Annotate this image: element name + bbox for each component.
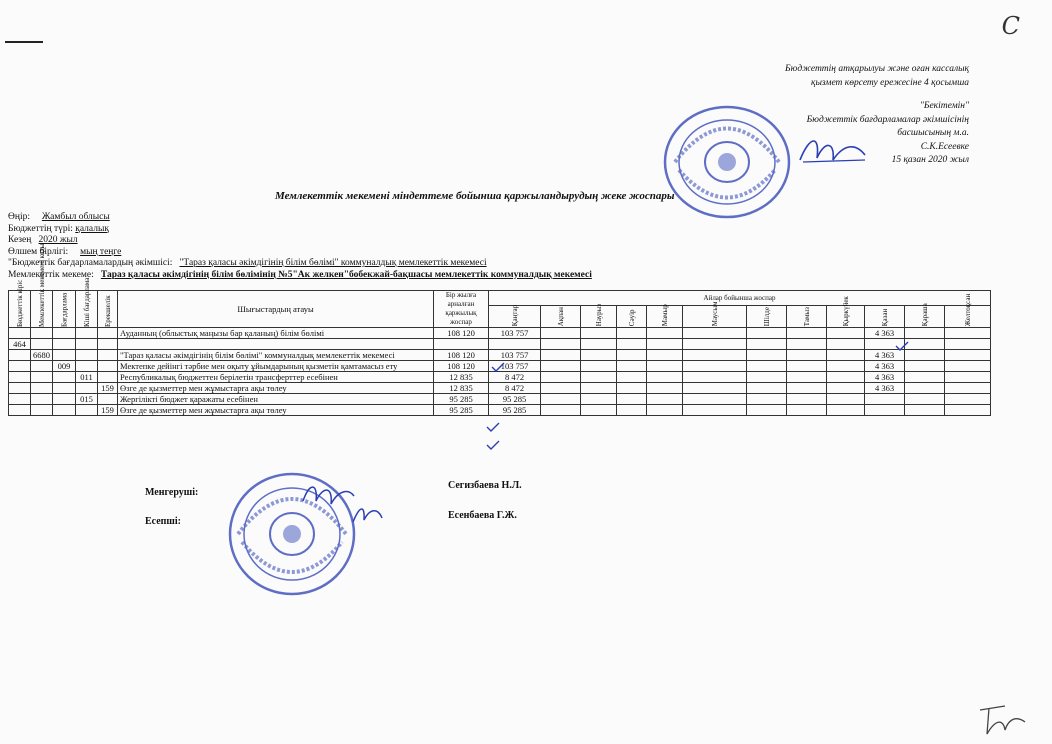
- month-value-cell: [489, 339, 541, 350]
- year-total-cell: 12 835: [434, 383, 489, 394]
- code-cell: [98, 361, 118, 372]
- approval-line2: қызмет көрсету ережесіне 4 қосымша: [811, 77, 969, 88]
- month-value-cell: [787, 372, 827, 383]
- budget-type-label: Бюджеттің түрі:: [8, 223, 73, 234]
- code-cell: 011: [76, 372, 98, 383]
- code-cell: [98, 328, 118, 339]
- table-row: [9, 372, 991, 383]
- month-value-cell: [827, 394, 865, 405]
- month-value-cell: [945, 350, 991, 361]
- head-signature: [298, 476, 358, 511]
- admin-label: "Бюджеттік бағдарламалардың әкімшісі:: [8, 258, 173, 268]
- code-cell: [53, 372, 76, 383]
- month-value-cell: 103 757: [489, 328, 541, 339]
- approval-line1: Бюджеттің атқарылуы және оған кассалық: [785, 64, 969, 74]
- head-name: Сегизбаева Н.Л.: [448, 480, 522, 491]
- month-value-cell: [945, 372, 991, 383]
- col-header-month: Маусым: [683, 305, 747, 327]
- code-cell: [31, 328, 53, 339]
- code-cell: 464: [9, 339, 31, 350]
- month-value-cell: 4 363: [865, 361, 905, 372]
- code-cell: [31, 339, 53, 350]
- month-value-cell: [647, 405, 683, 416]
- unit-label: Өлшем бірлігі:: [8, 246, 69, 257]
- year-total-cell: [434, 339, 489, 350]
- approval-role1: Бюджеттік бағдарламалар әкімшісінің: [806, 114, 969, 125]
- code-cell: [9, 405, 31, 416]
- month-value-cell: [905, 361, 945, 372]
- col-header-month: Желтоқсан: [945, 305, 991, 327]
- month-value-cell: 8 472: [489, 383, 541, 394]
- approval-name: С.К.Есеевке: [920, 141, 969, 152]
- col-header-month: Наурыз: [581, 305, 617, 327]
- budget-type-value: қалалық: [75, 223, 109, 234]
- month-value-cell: [617, 405, 647, 416]
- table-row: [9, 339, 991, 350]
- col-header-month: Қазан: [865, 305, 905, 327]
- accountant-label: Есепші:: [145, 516, 181, 527]
- corner-signature: [975, 700, 1030, 740]
- expense-name-cell: Ауданның (облыстық маңызы бар қаланың) білім бөлімі: [118, 328, 434, 339]
- month-value-cell: [865, 394, 905, 405]
- month-value-cell: [541, 383, 581, 394]
- code-cell: [9, 328, 31, 339]
- table-row: [9, 405, 991, 416]
- code-cell: [76, 328, 98, 339]
- month-value-cell: [541, 350, 581, 361]
- accountant-name: Есенбаева Г.Ж.: [448, 510, 517, 521]
- month-value-cell: [905, 328, 945, 339]
- code-cell: [98, 350, 118, 361]
- col-header-code: Бюджеттік кіріс: [9, 291, 31, 328]
- col-header-month: Қаңтар: [489, 305, 541, 327]
- month-value-cell: [581, 339, 617, 350]
- month-value-cell: [905, 383, 945, 394]
- month-value-cell: [581, 405, 617, 416]
- month-value-cell: [787, 328, 827, 339]
- col-header-month: Ақпан: [541, 305, 581, 327]
- month-value-cell: [945, 328, 991, 339]
- month-value-cell: [945, 405, 991, 416]
- code-cell: [9, 372, 31, 383]
- code-cell: [76, 361, 98, 372]
- month-value-cell: [541, 328, 581, 339]
- code-cell: [31, 394, 53, 405]
- month-value-cell: [905, 350, 945, 361]
- col-header-month: Қараша: [905, 305, 945, 327]
- month-value-cell: [581, 372, 617, 383]
- expense-name-cell: Жергілікті бюджет қаражаты есебінен: [118, 394, 434, 405]
- col-header-month: Қыркүйек: [827, 305, 865, 327]
- unit-value: мың теңге: [80, 246, 122, 257]
- code-cell: [9, 394, 31, 405]
- year-total-cell: 95 285: [434, 394, 489, 405]
- code-cell: [76, 339, 98, 350]
- month-value-cell: [683, 350, 747, 361]
- month-value-cell: [787, 394, 827, 405]
- month-value-cell: [683, 328, 747, 339]
- year-total-cell: 108 120: [434, 361, 489, 372]
- col-header-month: Сәуір: [617, 305, 647, 327]
- month-value-cell: [827, 383, 865, 394]
- month-value-cell: [747, 405, 787, 416]
- month-value-cell: [541, 405, 581, 416]
- code-cell: [53, 350, 76, 361]
- year-total-cell: 108 120: [434, 328, 489, 339]
- check-mark-icon: [486, 422, 500, 432]
- check-mark-icon: [491, 362, 505, 372]
- period-label: Кезең: [8, 235, 32, 245]
- col-header-month: Мамыр: [647, 305, 683, 327]
- region-value: Жамбыл облысы: [41, 212, 110, 222]
- month-value-cell: [581, 328, 617, 339]
- month-value-cell: [945, 361, 991, 372]
- month-value-cell: 4 363: [865, 383, 905, 394]
- month-value-cell: [617, 350, 647, 361]
- code-cell: [9, 350, 31, 361]
- month-value-cell: [581, 383, 617, 394]
- month-value-cell: [683, 394, 747, 405]
- col-header-year: Бір жылға арналған қаржылық жоспар: [434, 291, 489, 328]
- month-value-cell: [647, 394, 683, 405]
- accountant-signature: [350, 500, 385, 530]
- expense-name-cell: "Тараз қаласы әкімдігінің білім бөлімі" коммуналдық мемлекеттік мекемесі: [118, 350, 434, 361]
- col-header-code: Кіші бағдарлама: [76, 291, 98, 328]
- approval-signature: [795, 130, 870, 170]
- check-mark-icon: [895, 341, 909, 351]
- code-cell: 159: [98, 383, 118, 394]
- month-value-cell: 4 363: [865, 372, 905, 383]
- month-value-cell: [581, 361, 617, 372]
- month-value-cell: [945, 383, 991, 394]
- month-value-cell: [827, 339, 865, 350]
- month-value-cell: [747, 350, 787, 361]
- month-value-cell: 4 363: [865, 350, 905, 361]
- month-value-cell: [747, 328, 787, 339]
- institution-label: Мемлекеттік мекеме:: [8, 269, 94, 280]
- month-value-cell: [905, 372, 945, 383]
- admin-value: "Тараз қаласы әкімдігінің білім бөлімі" коммуналдық мемлекеттік мекемесі: [179, 258, 487, 268]
- month-value-cell: [747, 372, 787, 383]
- month-value-cell: [747, 394, 787, 405]
- col-header-month: Шілде: [747, 305, 787, 327]
- month-value-cell: [787, 405, 827, 416]
- month-value-cell: [747, 339, 787, 350]
- head-label: Менгеруші:: [145, 487, 199, 498]
- month-value-cell: [617, 372, 647, 383]
- expense-name-cell: Өзге де қызметтер мен жұмыстарға ақы төлеу: [118, 383, 434, 394]
- code-cell: [76, 405, 98, 416]
- code-cell: [31, 405, 53, 416]
- year-total-cell: 95 285: [434, 405, 489, 416]
- month-value-cell: [541, 394, 581, 405]
- month-value-cell: [905, 394, 945, 405]
- month-value-cell: [581, 350, 617, 361]
- expense-name-cell: [118, 339, 434, 350]
- month-value-cell: [647, 383, 683, 394]
- month-value-cell: [683, 361, 747, 372]
- month-value-cell: [617, 328, 647, 339]
- approval-date: 15 қазан 2020 жыл: [891, 155, 969, 165]
- month-value-cell: [827, 350, 865, 361]
- month-value-cell: [827, 372, 865, 383]
- month-value-cell: [945, 394, 991, 405]
- document-title: Мемлекеттік мекемені міндеттеме бойынша қаржыландырудың жеке жоспары: [275, 190, 675, 202]
- col-header-code: Мемлекеттік мекемені коды: [31, 291, 53, 328]
- region-label: Өңір:: [8, 212, 30, 222]
- expense-name-cell: Республикалық бюджеттен берілетін трансферттер есебінен: [118, 372, 434, 383]
- year-total-cell: 108 120: [434, 350, 489, 361]
- year-total-cell: 12 835: [434, 372, 489, 383]
- month-value-cell: [647, 361, 683, 372]
- col-header-code: Ерекшелік: [98, 291, 118, 328]
- expense-name-cell: Мектепке дейінгі тәрбие мен оқыту ұйымдарының қызметін қамтамасыз ету: [118, 361, 434, 372]
- code-cell: [76, 350, 98, 361]
- check-mark-icon: [486, 440, 500, 450]
- month-value-cell: [683, 339, 747, 350]
- col-header-month: Тамыз: [787, 305, 827, 327]
- code-cell: [53, 328, 76, 339]
- table-row: [9, 394, 991, 405]
- code-cell: [53, 394, 76, 405]
- code-cell: [53, 405, 76, 416]
- code-cell: 6680: [31, 350, 53, 361]
- code-cell: [98, 372, 118, 383]
- code-cell: [76, 383, 98, 394]
- month-value-cell: [647, 372, 683, 383]
- month-value-cell: [747, 361, 787, 372]
- month-value-cell: 95 285: [489, 394, 541, 405]
- month-value-cell: [541, 339, 581, 350]
- month-value-cell: [905, 405, 945, 416]
- approval-role2: басшысының м.а.: [897, 128, 969, 138]
- month-value-cell: [945, 339, 991, 350]
- month-value-cell: [827, 328, 865, 339]
- month-value-cell: [683, 383, 747, 394]
- table-row: [9, 350, 991, 361]
- month-value-cell: [905, 339, 945, 350]
- month-value-cell: [865, 405, 905, 416]
- period-value: 2020 жыл: [38, 235, 78, 245]
- month-value-cell: 8 472: [489, 372, 541, 383]
- code-cell: [53, 383, 76, 394]
- official-stamp-top: [655, 100, 805, 220]
- code-cell: [31, 383, 53, 394]
- code-cell: [53, 339, 76, 350]
- month-value-cell: [647, 328, 683, 339]
- expense-name-cell: Өзге де қызметтер мен жұмыстарға ақы төлеу: [118, 405, 434, 416]
- col-header-name: Шығыстардың атауы: [118, 291, 434, 328]
- month-value-cell: [787, 339, 827, 350]
- code-cell: 015: [76, 394, 98, 405]
- month-value-cell: [827, 361, 865, 372]
- table-row: [9, 383, 991, 394]
- month-value-cell: [617, 339, 647, 350]
- code-cell: 159: [98, 405, 118, 416]
- month-value-cell: [541, 372, 581, 383]
- code-cell: [98, 394, 118, 405]
- col-header-months-title: Айлар бойынша жоспар: [489, 291, 991, 306]
- month-value-cell: [647, 350, 683, 361]
- code-cell: [31, 361, 53, 372]
- approval-approved: "Бекітемін": [919, 101, 969, 111]
- month-value-cell: [647, 339, 683, 350]
- code-cell: [9, 383, 31, 394]
- month-value-cell: [787, 383, 827, 394]
- corner-line: [5, 41, 43, 43]
- code-cell: 009: [53, 361, 76, 372]
- meta-block: [8, 212, 592, 281]
- month-value-cell: 4 363: [865, 328, 905, 339]
- month-value-cell: 95 285: [489, 405, 541, 416]
- institution-value: Тараз қаласы әкімдігінің білім бөлімінің №5"Ак желкен"бобекжай-бақшасы мемлекеттік коммуналдық мекемесі: [100, 269, 592, 280]
- code-cell: [31, 372, 53, 383]
- col-header-code: Бағдарлама: [53, 291, 76, 328]
- code-cell: [98, 339, 118, 350]
- month-value-cell: [787, 350, 827, 361]
- month-value-cell: [683, 372, 747, 383]
- corner-mark: С: [1001, 12, 1020, 40]
- table-row: [9, 328, 991, 339]
- month-value-cell: [683, 405, 747, 416]
- month-value-cell: [617, 383, 647, 394]
- month-value-cell: [617, 361, 647, 372]
- month-value-cell: [747, 383, 787, 394]
- month-value-cell: [827, 405, 865, 416]
- month-value-cell: 103 757: [489, 361, 541, 372]
- month-value-cell: [787, 361, 827, 372]
- month-value-cell: 103 757: [489, 350, 541, 361]
- month-value-cell: [581, 394, 617, 405]
- month-value-cell: [541, 361, 581, 372]
- code-cell: [9, 361, 31, 372]
- month-value-cell: [617, 394, 647, 405]
